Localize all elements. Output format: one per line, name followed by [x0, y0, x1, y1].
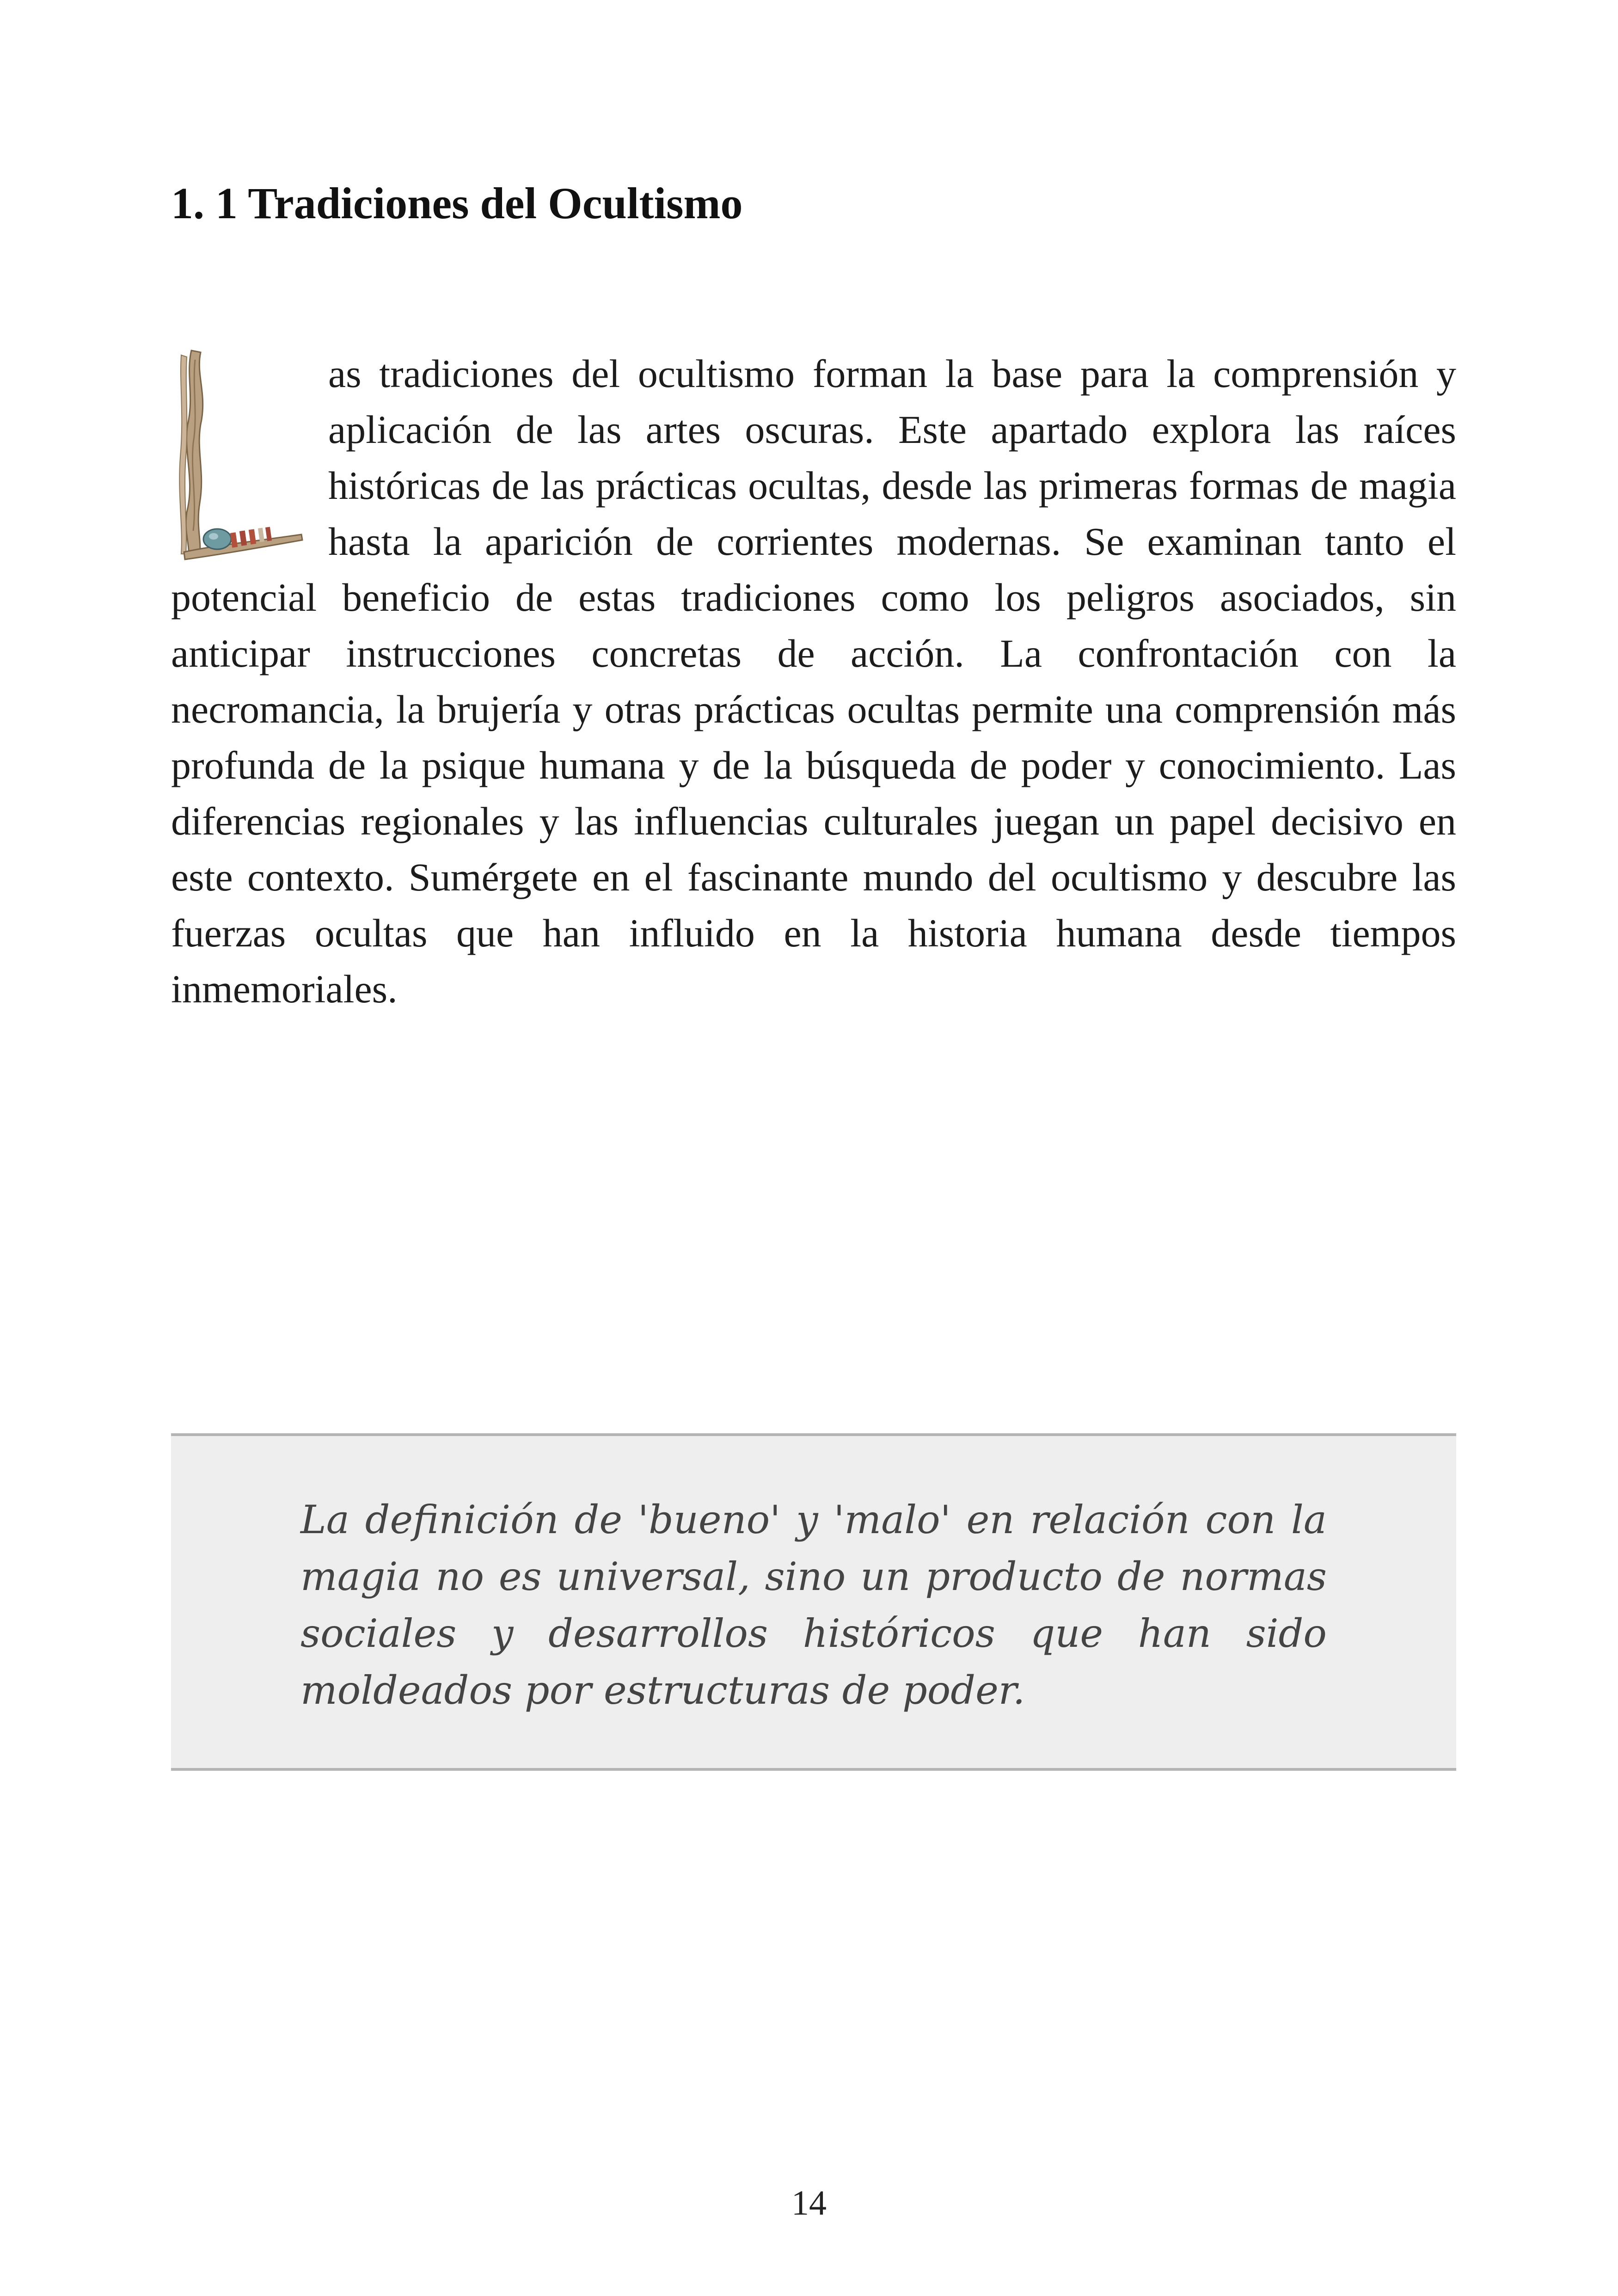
driftwood-letter-l-icon	[167, 346, 306, 568]
page-number: 14	[791, 2184, 827, 2222]
dropcap-letter-l	[171, 346, 328, 570]
callout-quote: La definición de 'bueno' y 'malo' en relación con la magia no es universal, sino un producto de normas sociales y desarrollos históricos que han sido moldeados por estructuras de poder.	[300, 1497, 1327, 1713]
section-title: 1. 1 Tradiciones del Ocultismo	[171, 178, 743, 228]
callout-box	[171, 1433, 1456, 1771]
body-paragraph-text: as tradiciones del ocultismo forman la base para la comprensión y aplicación de las artes oscuras. Este apartado explora las raíces históricas de las prácticas ocultas, desde las primeras formas de magia hasta la aparición de corrientes modernas. Se examinan tanto el potencial beneficio de estas tradiciones como los peligros asociados, sin anticipar instrucciones concretas de acción. La confrontación con la necromancia, la brujería y otras prácticas ocultas permite una comprensión más profunda de la psique humana y de la búsqueda de poder y conocimiento. Las diferencias regionales y las influencias culturales juegan un papel decisivo en este contexto. Sumérgete en el fascinante mundo del ocultismo y descubre las fuerzas ocultas que han influido en la historia humana desde tiempos inmemoriales.	[171, 351, 1456, 1011]
body-paragraph	[171, 346, 1456, 1017]
